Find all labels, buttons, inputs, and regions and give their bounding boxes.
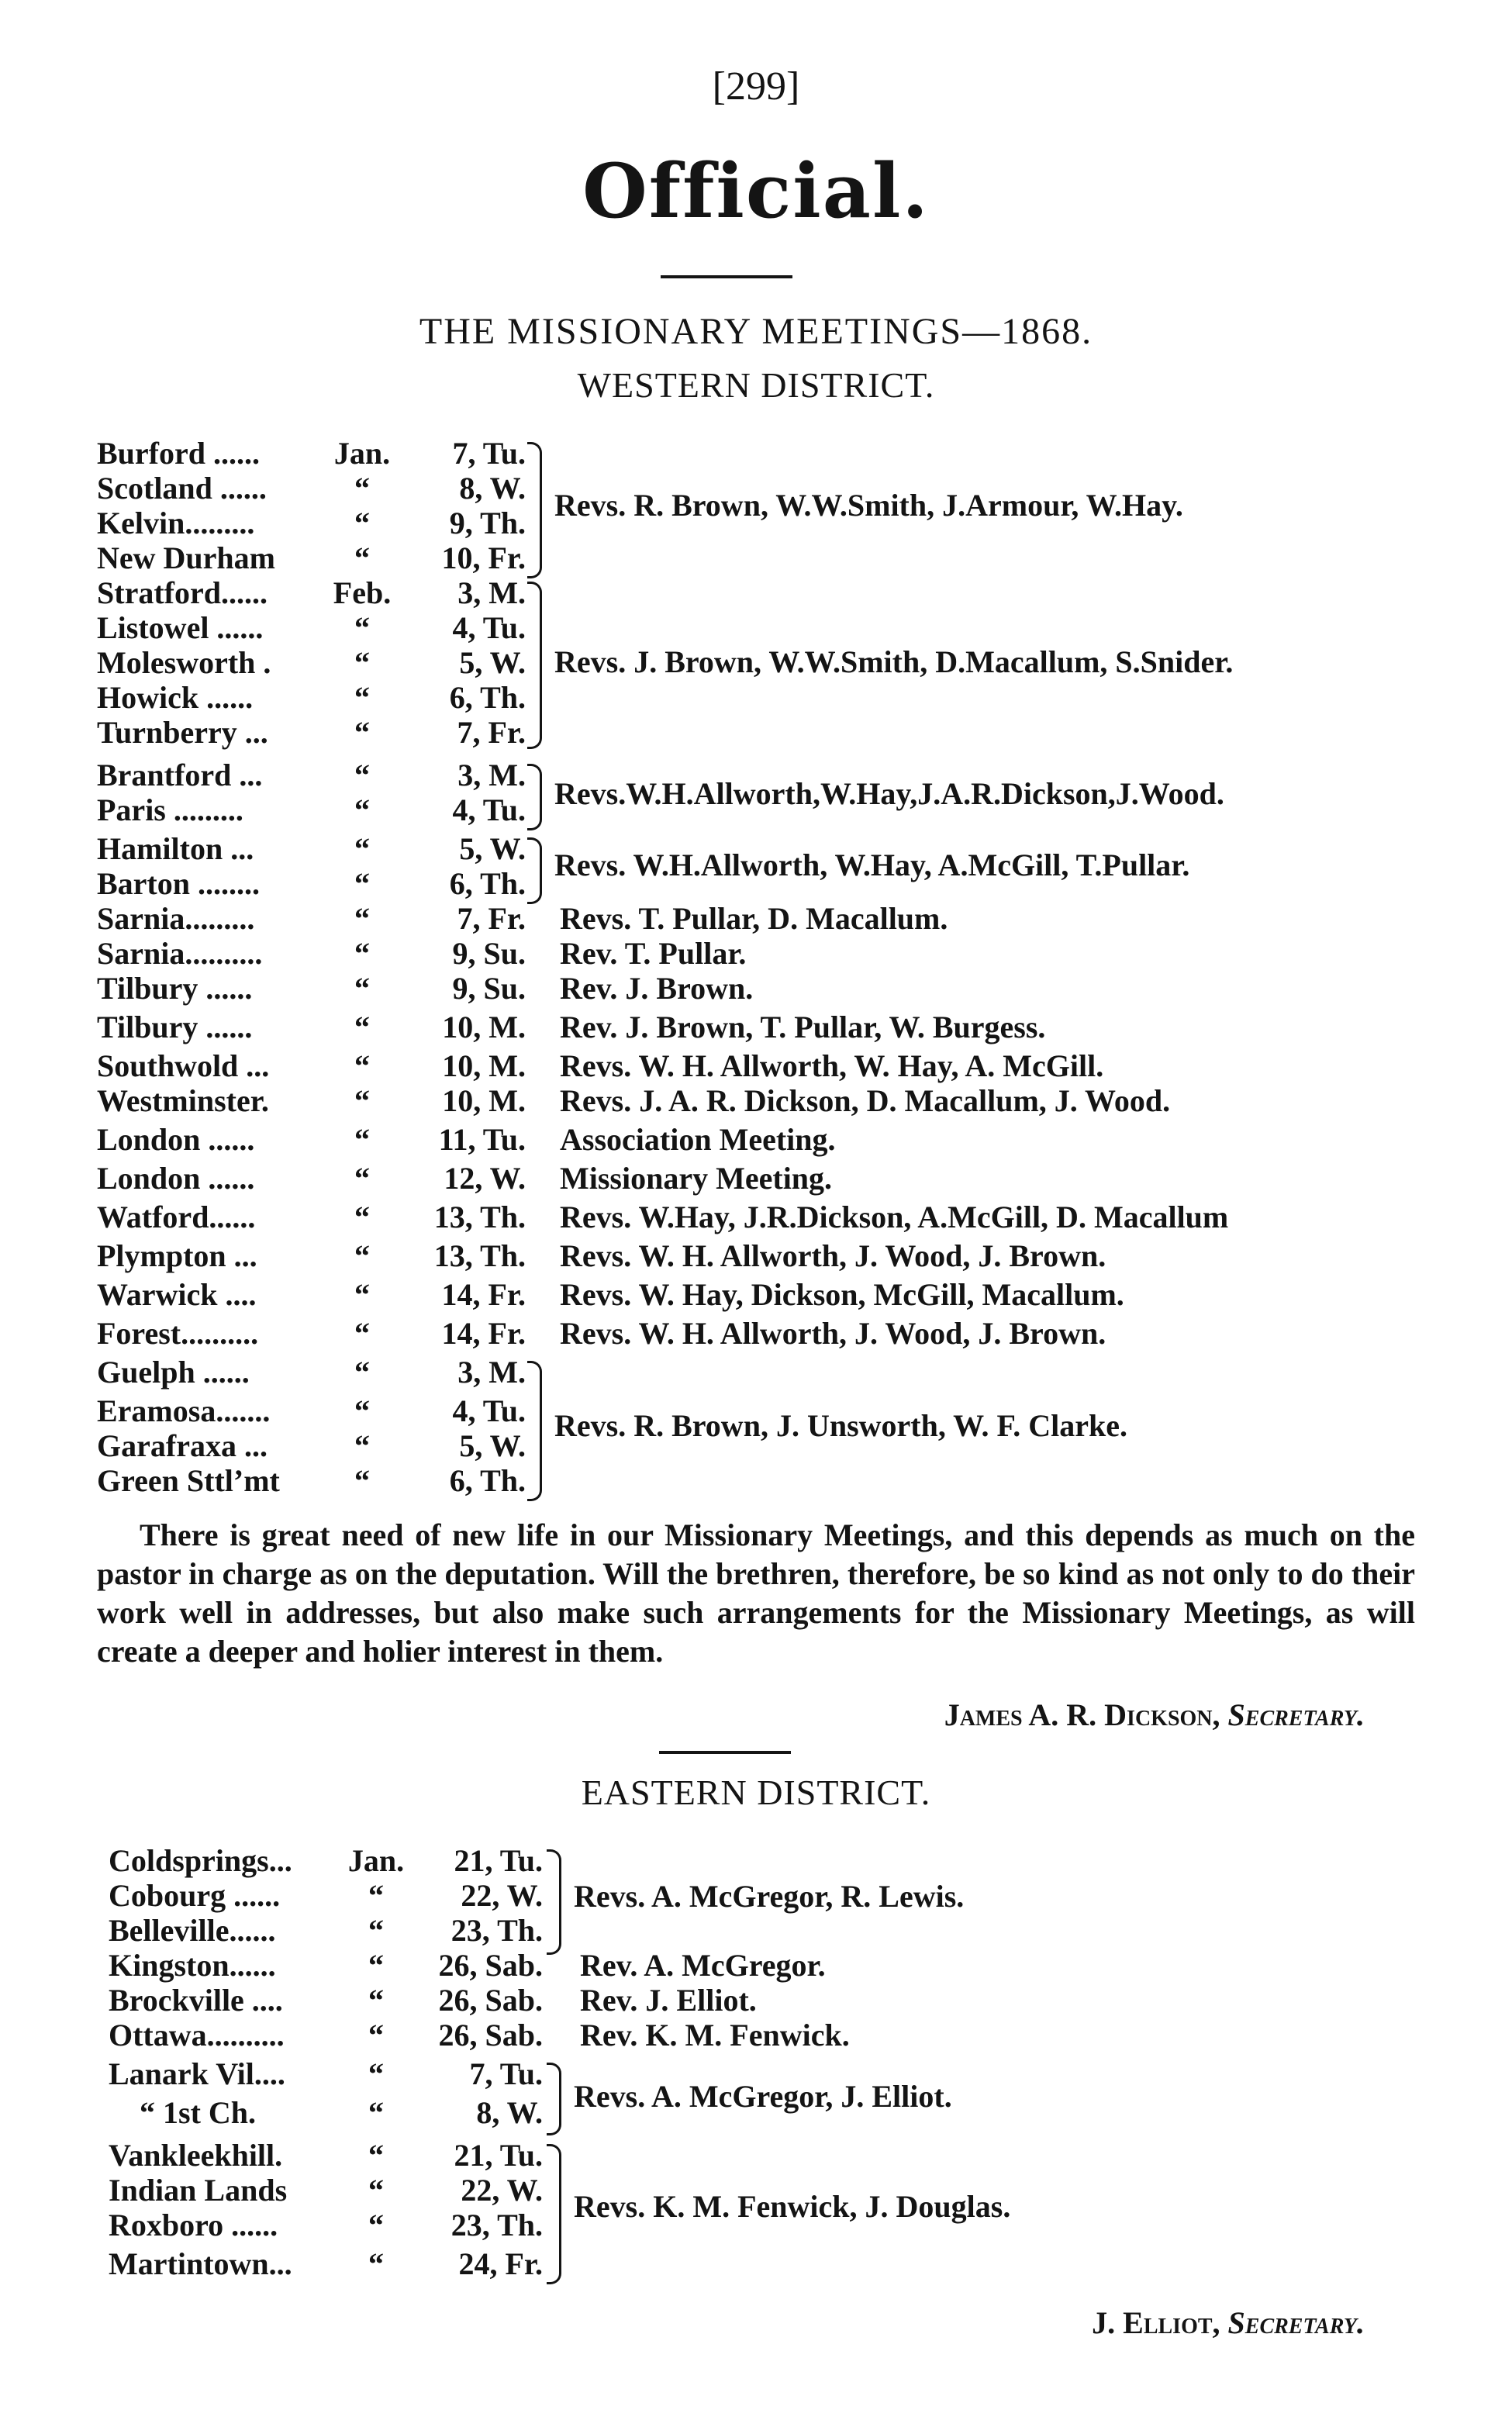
schedule-row: Belleville...... “ 23, Th.: [109, 1913, 543, 1948]
schedule-row: Tilbury ...... “ 10, M. Rev. J. Brown, T. Pullar, W. Burgess.: [97, 1010, 1046, 1044]
note-paragraph: There is great need of new life in our Missionary Meetings, and this depends as much on the pastor in charge as on the deputation. Will the brethren, therefore, be so kind as not only to do their work well in addresses, but also make such arrangements for the Missionary Meetings, as will create a deeper and holier interest in them.: [97, 1517, 1415, 1669]
schedule-row: Garafraxa ... “ 5, W.: [97, 1428, 526, 1463]
schedule-row: Watford...... “ 13, Th. Revs. W.Hay, J.R.Dickson, A.McGill, D. Macallum: [97, 1200, 1229, 1234]
page-heading: Official.: [582, 147, 930, 235]
schedule-row: London ...... “ 11, Tu. Association Meeting.: [97, 1122, 836, 1157]
schedule-row: Burford ...... Jan. 7, Tu.: [97, 436, 526, 471]
signature-role: Secretary.: [1227, 2305, 1365, 2340]
schedule-row: Eramosa....... “ 4, Tu.: [97, 1393, 526, 1428]
schedule-row: Coldsprings... Jan. 21, Tu.: [109, 1843, 543, 1878]
group-deputation: Revs. K. M. Fenwick, J. Douglas.: [574, 2189, 1011, 2224]
schedule-row: Molesworth . “ 5, W.: [97, 645, 526, 680]
schedule-row: Forest.......... “ 14, Fr. Revs. W. H. Allworth, J. Wood, J. Brown.: [97, 1316, 1106, 1351]
group-deputation: Revs. W.H.Allworth, W.Hay, A.McGill, T.Pullar.: [554, 848, 1190, 882]
brace: [547, 1849, 561, 1955]
signature-name: J. Elliot,: [1092, 2305, 1220, 2340]
signature-role: Secretary.: [1227, 1697, 1365, 1732]
schedule-row: Kelvin......... “ 9, Th.: [97, 506, 526, 540]
group-deputation: Revs.W.H.Allworth,W.Hay,J.A.R.Dickson,J.Wood.: [554, 776, 1224, 811]
schedule-row: Paris ......... “ 4, Tu.: [97, 792, 526, 827]
brace: [527, 837, 542, 904]
page-number: [299]: [712, 64, 800, 109]
schedule-row: Howick ...... “ 6, Th.: [97, 680, 526, 715]
schedule-row: Martintown... “ 24, Fr.: [109, 2246, 543, 2281]
schedule-row: London ...... “ 12, W. Missionary Meeting.: [97, 1161, 833, 1196]
schedule-row: Guelph ...... “ 3, M.: [97, 1355, 526, 1390]
brace: [527, 1361, 542, 1501]
schedule-row: Scotland ...... “ 8, W.: [97, 471, 526, 506]
western-signature: [944, 1697, 1365, 1733]
schedule-row: New Durham “ 10, Fr.: [97, 540, 526, 575]
brace: [547, 2144, 561, 2284]
eastern-signature: [1092, 2305, 1365, 2341]
schedule-row: Sarnia.......... “ 9, Su. Rev. T. Pullar.: [97, 936, 747, 971]
brace: [547, 2063, 561, 2135]
brace: [527, 582, 542, 749]
schedule-row: Indian Lands “ 22, W.: [109, 2173, 543, 2208]
schedule-row: Brantford ... “ 3, M.: [97, 758, 526, 792]
schedule-row: Sarnia......... “ 7, Fr. Revs. T. Pullar, D. Macallum.: [97, 901, 948, 936]
schedule-row: Barton ........ “ 6, Th.: [97, 866, 526, 901]
schedule-row: Stratford...... Feb. 3, M.: [97, 575, 526, 610]
schedule-row: Warwick .... “ 14, Fr. Revs. W. Hay, Dickson, McGill, Macallum.: [97, 1277, 1124, 1312]
schedule-row: Listowel ...... “ 4, Tu.: [97, 610, 526, 645]
group-deputation: Revs. R. Brown, W.W.Smith, J.Armour, W.Hay.: [554, 488, 1183, 523]
schedule-row: Turnberry ... “ 7, Fr.: [97, 715, 526, 750]
document-title: THE MISSIONARY MEETINGS—1868.: [419, 311, 1093, 352]
schedule-row: Roxboro ...... “ 23, Th.: [109, 2208, 543, 2242]
schedule-row: Ottawa.......... “ 26, Sab. Rev. K. M. Fenwick.: [109, 2018, 850, 2053]
western-district-heading: WESTERN DISTRICT.: [577, 365, 935, 405]
heading-rule: [661, 275, 792, 278]
schedule-row: Kingston...... “ 26, Sab. Rev. A. McGregor.: [109, 1948, 826, 1983]
schedule-row: Tilbury ...... “ 9, Su. Rev. J. Brown.: [97, 971, 754, 1006]
schedule-row: Westminster. “ 10, M. Revs. J. A. R. Dickson, D. Macallum, J. Wood.: [97, 1083, 1171, 1118]
signature-name: James A. R. Dickson,: [944, 1697, 1220, 1732]
brace: [527, 764, 542, 830]
group-deputation: Revs. A. McGregor, J. Elliot.: [574, 2079, 952, 2114]
group-deputation: Revs. A. McGregor, R. Lewis.: [574, 1879, 965, 1914]
section-rule: [659, 1751, 791, 1754]
group-deputation: Revs. J. Brown, W.W.Smith, D.Macallum, S.Snider.: [554, 644, 1234, 679]
group-deputation: Revs. R. Brown, J. Unsworth, W. F. Clarke.: [554, 1408, 1127, 1443]
schedule-row: Southwold ... “ 10, M. Revs. W. H. Allworth, W. Hay, A. McGill.: [97, 1048, 1104, 1083]
brace: [527, 442, 542, 578]
schedule-row: Hamilton ... “ 5, W.: [97, 831, 526, 866]
schedule-row: “ 1st Ch. “ 8, W.: [140, 2095, 543, 2130]
schedule-row: Brockville .... “ 26, Sab. Rev. J. Elliot.: [109, 1983, 757, 2018]
schedule-row: Plympton ... “ 13, Th. Revs. W. H. Allworth, J. Wood, J. Brown.: [97, 1238, 1106, 1273]
schedule-row: Vankleekhill. “ 21, Tu.: [109, 2138, 543, 2173]
eastern-district-heading: EASTERN DISTRICT.: [581, 1773, 931, 1812]
schedule-row: Green Sttl’mt “ 6, Th.: [97, 1463, 526, 1498]
schedule-row: Cobourg ...... “ 22, W.: [109, 1878, 543, 1913]
schedule-row: Lanark Vil.... “ 7, Tu.: [109, 2056, 543, 2091]
